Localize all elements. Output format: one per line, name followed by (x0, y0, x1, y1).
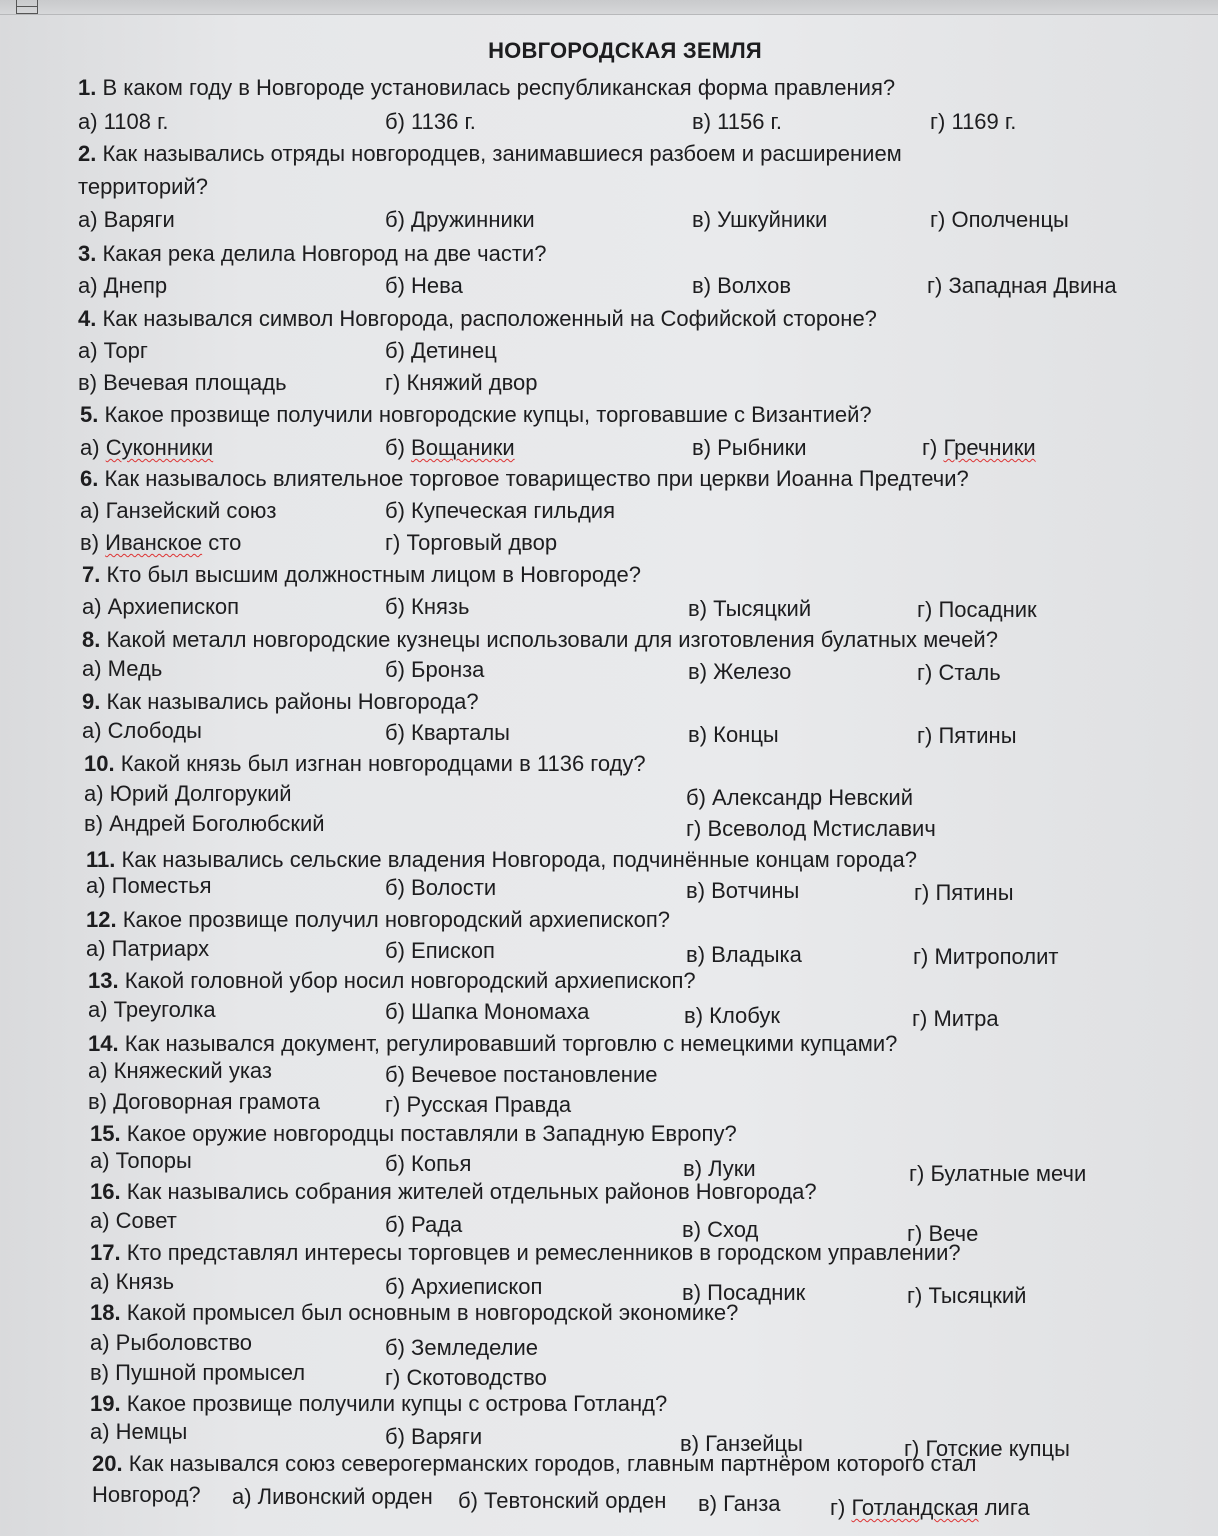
question-15: 15. Какое оружие новгородцы поставляли в Западную Европу? (90, 1121, 737, 1146)
q16-option-d[interactable]: г) Вече (907, 1221, 979, 1246)
q2-option-b[interactable]: б) Дружинники (385, 207, 535, 232)
q13-option-d[interactable]: г) Митра (912, 1006, 999, 1031)
q18-option-c[interactable]: в) Пушной промысел (90, 1360, 306, 1385)
question-2: 2. Как назывались отряды новгородцев, занимавшиеся разбоем и расширением (78, 141, 902, 166)
q20-option-a[interactable]: а) Ливонский орден (232, 1484, 433, 1509)
question-8: 8. Какой металл новгородские кузнецы использовали для изготовления булатных мечей? (82, 627, 998, 652)
question-3: 3. Какая река делила Новгород на две части? (78, 241, 547, 266)
q7-option-a[interactable]: а) Архиепископ (82, 594, 240, 619)
q19-option-b[interactable]: б) Варяги (385, 1424, 483, 1449)
q8-option-a[interactable]: а) Медь (82, 656, 163, 681)
q11-option-d[interactable]: г) Пятины (914, 880, 1014, 905)
q14-option-a[interactable]: а) Княжеский указ (88, 1058, 273, 1083)
question-7: 7. Кто был высшим должностным лицом в Новгороде? (82, 562, 641, 587)
q19-option-a[interactable]: а) Немцы (90, 1419, 188, 1444)
q7-option-c[interactable]: в) Тысяцкий (688, 596, 812, 621)
q1-option-c[interactable]: в) 1156 г. (692, 109, 782, 134)
q18-option-b[interactable]: б) Земледелие (385, 1335, 538, 1360)
q6-option-c[interactable]: в) Иванское сто (80, 530, 242, 555)
q6-option-a[interactable]: а) Ганзейский союз (80, 498, 277, 523)
q8-option-b[interactable]: б) Бронза (385, 657, 485, 682)
q3-option-a[interactable]: а) Днепр (78, 273, 168, 298)
q12-option-b[interactable]: б) Епископ (385, 938, 495, 963)
question-13: 13. Какой головной убор носил новгородский архиепископ? (88, 968, 696, 993)
question-4: 4. Как назывался символ Новгорода, расположенный на Софийской стороне? (78, 306, 877, 331)
q6-option-b[interactable]: б) Купеческая гильдия (385, 498, 615, 523)
question-12: 12. Какое прозвище получил новгородский архиепископ? (86, 907, 671, 932)
q17-option-d[interactable]: г) Тысяцкий (907, 1283, 1027, 1308)
q5-option-b[interactable]: б) Вощаники (385, 435, 515, 460)
q18-option-a[interactable]: а) Рыболовство (90, 1330, 253, 1355)
q18-option-d[interactable]: г) Скотоводство (385, 1365, 547, 1390)
q12-option-d[interactable]: г) Митрополит (913, 944, 1059, 969)
q4-option-c[interactable]: в) Вечевая площадь (78, 370, 287, 395)
q3-option-b[interactable]: б) Нева (385, 273, 463, 298)
q19-option-c[interactable]: в) Ганзейцы (680, 1431, 803, 1456)
q3-option-d[interactable]: г) Западная Двина (927, 273, 1117, 298)
q17-option-a[interactable]: а) Князь (90, 1269, 175, 1294)
q9-option-c[interactable]: в) Концы (688, 722, 779, 747)
question-14: 14. Как назывался документ, регулировавший торговлю с немецкими купцами? (88, 1031, 898, 1056)
question-1: 1. В каком году в Новгороде установилась республиканская форма правления? (78, 75, 896, 100)
question-20: 20. Как назывался союз северогерманских городов, главным партнёром которого стал (92, 1451, 977, 1476)
q1-option-d[interactable]: г) 1169 г. (930, 109, 1017, 134)
q13-option-c[interactable]: в) Клобук (684, 1003, 781, 1028)
q17-option-c[interactable]: в) Посадник (682, 1280, 806, 1305)
q4-option-b[interactable]: б) Детинец (385, 338, 497, 363)
q15-option-a[interactable]: а) Топоры (90, 1148, 192, 1173)
question-19: 19. Какое прозвище получили купцы с острова Готланд? (90, 1391, 668, 1416)
q17-option-b[interactable]: б) Архиепископ (385, 1274, 543, 1299)
question-10: 10. Какой князь был изгнан новгородцами в 1136 году? (84, 751, 646, 776)
question-17: 17. Кто представлял интересы торговцев и ремесленников в городском управлении? (90, 1240, 961, 1265)
q11-option-a[interactable]: а) Поместья (86, 873, 212, 898)
q7-option-b[interactable]: б) Князь (385, 594, 470, 619)
q4-option-a[interactable]: а) Торг (78, 338, 148, 363)
q12-option-c[interactable]: в) Владыка (686, 942, 802, 967)
q1-option-a[interactable]: а) 1108 г. (78, 109, 169, 134)
question-20-continuation: Новгород? (92, 1482, 201, 1507)
window-top-bar (0, 0, 1218, 15)
q14-option-d[interactable]: г) Русская Правда (385, 1092, 572, 1117)
q14-option-b[interactable]: б) Вечевое постановление (385, 1062, 658, 1087)
q10-option-a[interactable]: а) Юрий Долгорукий (84, 781, 292, 806)
q13-option-a[interactable]: а) Треуголка (88, 997, 216, 1022)
question-18: 18. Какой промысел был основным в новгородской экономике? (90, 1300, 739, 1325)
question-6: 6. Как называлось влиятельное торговое товарищество при церкви Иоанна Предтечи? (80, 466, 969, 491)
question-11: 11. Как назывались сельские владения Новгорода, подчинённые концам города? (86, 847, 917, 872)
q6-option-d[interactable]: г) Торговый двор (385, 530, 558, 555)
q15-option-b[interactable]: б) Копья (385, 1151, 472, 1176)
q14-option-c[interactable]: в) Договорная грамота (88, 1089, 321, 1114)
q3-option-c[interactable]: в) Волхов (692, 273, 792, 298)
q5-option-d[interactable]: г) Гречники (922, 435, 1036, 460)
q2-option-d[interactable]: г) Ополченцы (930, 207, 1069, 232)
q9-option-d[interactable]: г) Пятины (917, 723, 1017, 748)
q10-option-c[interactable]: в) Андрей Боголюбский (84, 811, 325, 836)
q20-option-b[interactable]: б) Тевтонский орден (458, 1488, 667, 1513)
question-2-continuation: территорий? (78, 174, 208, 199)
question-9: 9. Как назывались районы Новгорода? (82, 689, 479, 714)
q2-option-a[interactable]: а) Варяги (78, 207, 175, 232)
q12-option-a[interactable]: а) Патриарх (86, 936, 210, 961)
q5-option-c[interactable]: в) Рыбники (692, 435, 807, 460)
q19-option-d[interactable]: г) Готские купцы (904, 1436, 1070, 1461)
q15-option-c[interactable]: в) Луки (683, 1156, 756, 1181)
q8-option-d[interactable]: г) Сталь (917, 660, 1001, 685)
window-menu-icon[interactable] (16, 0, 38, 14)
q16-option-a[interactable]: а) Совет (90, 1208, 177, 1233)
q7-option-d[interactable]: г) Посадник (917, 597, 1037, 622)
q5-option-a[interactable]: а) Суконники (80, 435, 214, 460)
question-16: 16. Как назывались собрания жителей отдельных районов Новгорода? (90, 1179, 817, 1204)
q4-option-d[interactable]: г) Княжий двор (385, 370, 538, 395)
q8-option-c[interactable]: в) Железо (688, 659, 792, 684)
q11-option-c[interactable]: в) Вотчины (686, 878, 800, 903)
q13-option-b[interactable]: б) Шапка Мономаха (385, 999, 590, 1024)
q20-option-c[interactable]: в) Ганза (698, 1491, 781, 1516)
q16-option-c[interactable]: в) Сход (682, 1217, 759, 1242)
q15-option-d[interactable]: г) Булатные мечи (909, 1161, 1087, 1186)
q9-option-a[interactable]: а) Слободы (82, 718, 202, 743)
q20-option-d[interactable]: г) Готландская лига (830, 1495, 1030, 1520)
q10-option-b[interactable]: б) Александр Невский (686, 785, 913, 810)
question-5: 5. Какое прозвище получили новгородские купцы, торговавшие с Византией? (80, 402, 872, 427)
q2-option-c[interactable]: в) Ушкуйники (692, 207, 828, 232)
page-title: НОВГОРОДСКАЯ ЗЕМЛЯ (488, 38, 762, 63)
q1-option-b[interactable]: б) 1136 г. (385, 109, 476, 134)
q10-option-d[interactable]: г) Всеволод Мстиславич (686, 816, 936, 841)
q16-option-b[interactable]: б) Рада (385, 1212, 463, 1237)
q9-option-b[interactable]: б) Кварталы (385, 720, 510, 745)
q11-option-b[interactable]: б) Волости (385, 875, 497, 900)
